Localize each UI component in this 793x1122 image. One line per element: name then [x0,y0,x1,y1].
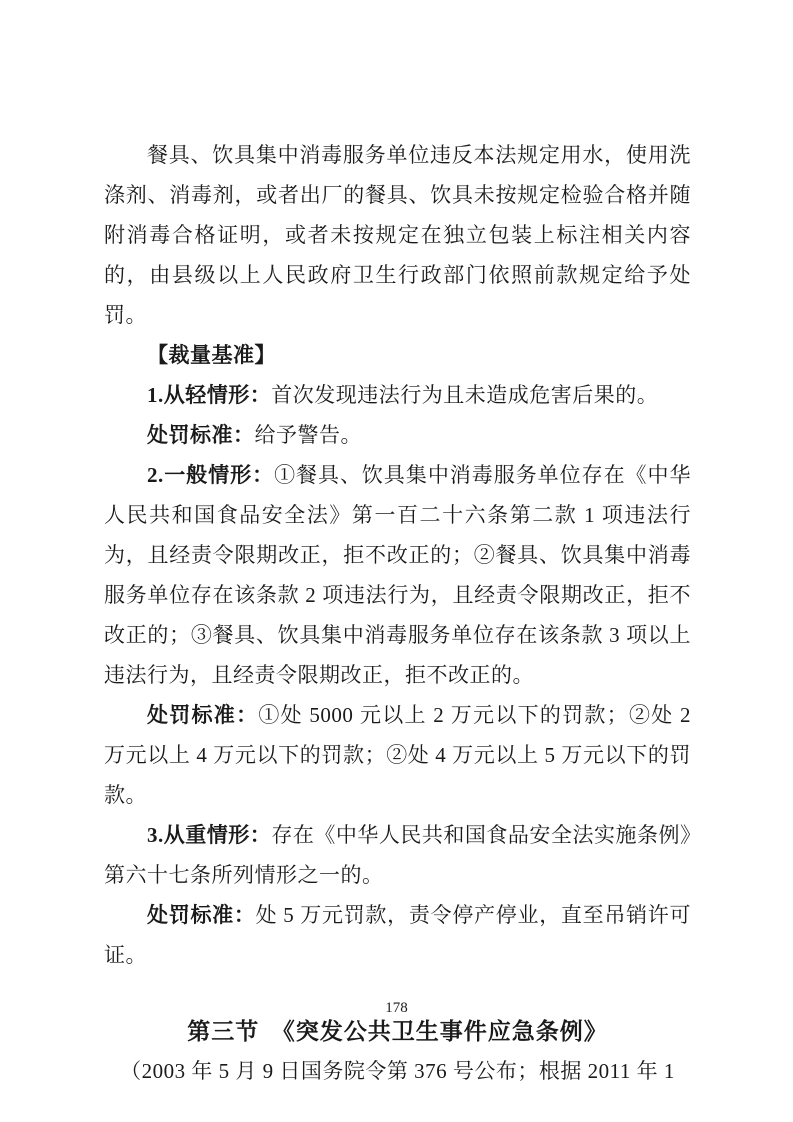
paragraph-severe-circumstance [104,815,691,895]
bold-label: 处罚标准： [147,703,259,727]
text-run: 首次发现违法行为且未造成危害后果的。 [271,383,659,407]
text-run: 给予警告。 [254,423,362,447]
bold-label: 3.从重情形： [147,823,272,847]
text-run: 存在《中华人民共和国食品安全法实施条例》第六十七条所列情形之一的。 [104,823,692,887]
document-body [104,135,691,1091]
section-heading [104,1011,691,1051]
text-run: （2003 年 5 月 9 日国务院令第 376 号公布；根据 2011 年 1 [120,1059,675,1083]
bold-label: 处罚标准： [147,423,255,447]
paragraph-penalty-clause [104,135,691,335]
bold-label: 2.一般情形： [147,463,275,487]
text-run: 餐具、饮具集中消毒服务单位违反本法规定用水，使用洗涤剂、消毒剂，或者出厂的餐具、饮具未按规定检验合格并随附消毒合格证明，或者未按规定在独立包装上标注相关内容的，由县级以上人民政府卫生行政部门依照前款规定给予处罚。 [104,143,691,327]
text-run: 处 5 万元罚款，责令停产停业，直至吊销许可证。 [104,903,692,967]
paragraph-lenient-circumstance [104,375,691,415]
text-run: ①处 5000 元以上 2 万元以下的罚款；②处 2 万元以上 4 万元以下的罚款；②处 4 万元以上 5 万元以下的罚款。 [104,703,692,807]
bold-label: 处罚标准： [147,903,256,927]
paragraph-general-circumstance [104,455,691,695]
paragraph-discretion-benchmark-header [104,335,691,375]
bold-label: 【裁量基准】 [147,343,276,367]
bold-label: 1.从轻情形： [147,383,272,407]
page-number: 178 [385,1000,408,1016]
paragraph-penalty-standard-1 [104,415,691,455]
text-run: ①餐具、饮具集中消毒服务单位存在《中华人民共和国食品安全法》第一百二十六条第二款 1 项违法行为，且经责令限期改正，拒不改正的；②餐具、饮具集中消毒服务单位存在该条款 2 项违法行为，且经责令限期改正，拒不改正的；③餐具、饮具集中消毒服务单位存在该条款 3 项以上违法行为，且经责令限期改正，拒不改正的。 [104,463,691,687]
paragraph-penalty-standard-2 [104,695,691,815]
paragraph-penalty-standard-3 [104,895,691,975]
section-promulgation-line [104,1051,691,1091]
bold-label: 第三节 《突发公共卫生事件应急条例》 [187,1018,608,1044]
